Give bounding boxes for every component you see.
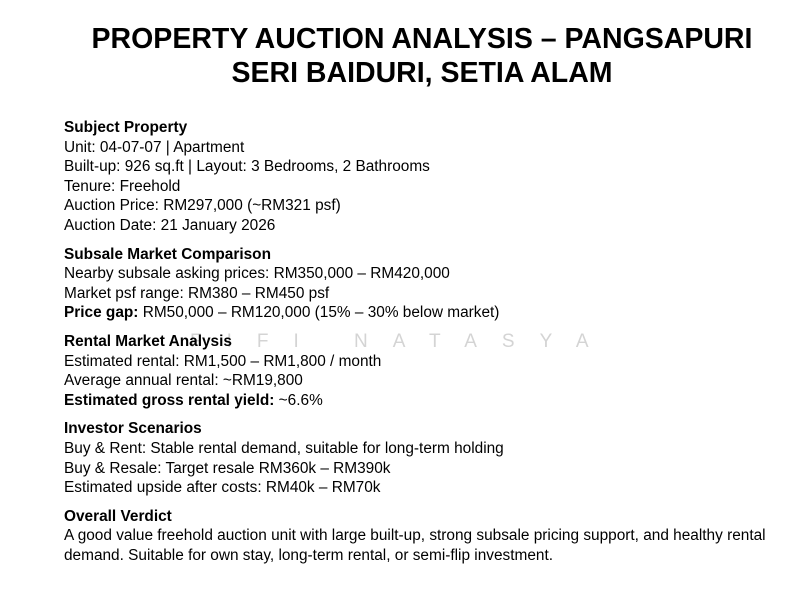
section-heading: Rental Market Analysis <box>64 332 232 350</box>
section-overall-verdict <box>64 507 784 566</box>
rental-yield-value: ~6.6% <box>274 391 323 409</box>
section-heading: Subject Property <box>64 119 188 136</box>
unit-line: Unit: 04-07-07 | Apartment <box>64 138 245 156</box>
rental-yield-label: Estimated gross rental yield: <box>64 391 275 409</box>
auction-date-line: Auction Date: 21 January 2026 <box>64 216 276 234</box>
psf-range-line: Market psf range: RM380 – RM450 psf <box>64 284 330 302</box>
section-heading: Investor Scenarios <box>64 420 202 438</box>
rental-yield-line <box>64 391 784 411</box>
title-line-2: SERI BAIDURI, SETIA ALAM <box>231 57 613 89</box>
buy-resale-line: Buy & Resale: Target resale RM360k – RM390k <box>64 459 391 477</box>
annual-rental-line: Average annual rental: ~RM19,800 <box>64 372 303 390</box>
auction-price-line: Auction Price: RM297,000 (~RM321 psf) <box>64 197 341 215</box>
tenure-line: Tenure: Freehold <box>64 177 181 195</box>
section-investor-scenarios <box>64 419 784 497</box>
buy-rent-line: Buy & Rent: Stable rental demand, suitable for long-term holding <box>64 439 504 457</box>
asking-price-line: Nearby subsale asking prices: RM350,000 – RM420,000 <box>64 265 450 283</box>
section-rental-analysis <box>64 332 784 410</box>
title-line-1: PROPERTY AUCTION ANALYSIS – PANGSAPURI <box>91 23 753 55</box>
section-subject-property <box>64 118 784 236</box>
section-heading: Overall Verdict <box>64 507 172 525</box>
section-subsale-comparison <box>64 245 784 323</box>
estimated-rental-line: Estimated rental: RM1,500 – RM1,800 / month <box>64 352 382 370</box>
section-heading: Subsale Market Comparison <box>64 245 271 263</box>
page-title <box>0 22 799 90</box>
price-gap-line <box>64 303 784 323</box>
upside-line: Estimated upside after costs: RM40k – RM70k <box>64 479 381 497</box>
verdict-text: A good value freehold auction unit with large built-up, strong subsale pricing support, and healthy rental demand. Suitable for own stay, long-term rental, or semi-flip investment. <box>64 527 766 564</box>
analysis-body <box>64 118 784 574</box>
builtup-line: Built-up: 926 sq.ft | Layout: 3 Bedrooms, 2 Bathrooms <box>64 158 430 176</box>
watermark: FIFI NATASYA <box>190 331 614 352</box>
price-gap-value: RM50,000 – RM120,000 (15% – 30% below market) <box>138 304 500 322</box>
price-gap-label: Price gap: <box>64 304 139 322</box>
